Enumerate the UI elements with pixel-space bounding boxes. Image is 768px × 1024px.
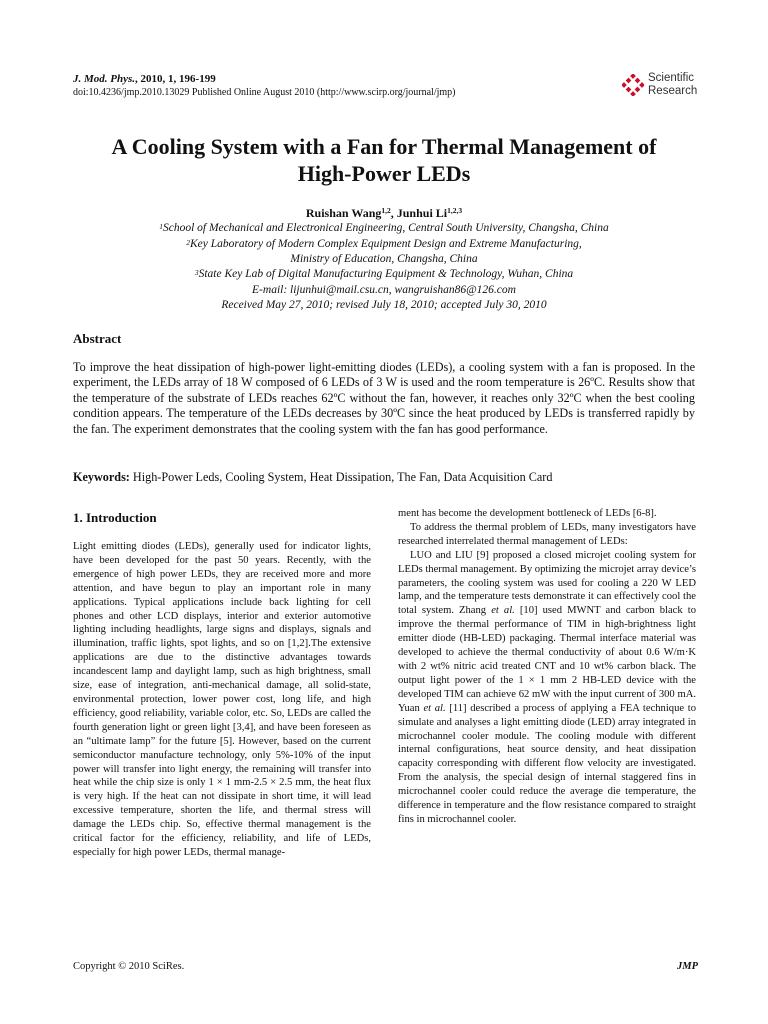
abstract-text: To improve the heat dissipation of high-power light-emitting diodes (LEDs), a cooling system with a fan is proposed. In the experiment, the LEDs array of 18 W composed of 6 LEDs of 3 W is used and the room temperature is 26ºC. Results show that the temperature of the substrate of LEDs reaches 62ºC without the fan, however, it reaches only 32ºC when the best cooling condition appears. The temperature of the LEDs decreases by 30ºC since the heat produced by LEDs is transferred rapidly by the fan. The experiment demonstrates that the cooling system with the fan has good performance. (73, 360, 695, 436)
affiliation-3 (60, 267, 708, 282)
affiliation-2 (60, 237, 708, 252)
intro-paragraph-3 (398, 549, 696, 827)
journal-volume: , 2010, 1, 196-199 (135, 73, 216, 85)
left-column (73, 540, 371, 860)
intro-paragraph-1: Light emitting diodes (LEDs), generally used for indicator lights, have been developed for the past 50 years. Recently, with the emergence of high power LEDs, they are received more and more attention, and have begun to play an important role in many applications. Typical applications include back lighting for cell phones and other LCD displays, interior and exterior automotive lighting including headlights, large signs and displays, signals and illumination, traffic lights, spot lights, and so on [1,2].The extensive applications are due to the distinctive advantages towards incandescent lamp and daylight lamp, such as high brightness, small size, ease of integration, anti-mechanical damage, all solid-state, environmental protection, lower power cost, long life, and high efficiency, good reliability, variable color, etc. So, LEDs are called the fourth generation light or green light [3,4], and have been foreseen as an “ultimate lamp” for the future [5]. However, based on the current semiconductor manufacture technology, only 5%-10% of the input power will transfer into light energy, the remaining will transfer into heat while the chip size is only 1 × 1 mm-2.5 × 2.5 mm, the heat flux is very high. If the heat can not dissipate in short time, it will lead excessive temperature, shorten the life, and thermal stress will damage the LEDs chip. So, effective thermal management is the critical factor for the efficiency, reliability, and life of LEDs, especially for high power LEDs, thermal manage- (73, 541, 371, 858)
received-dates: Received May 27, 2010; revised July 18, 2010; accepted July 30, 2010 (221, 299, 547, 311)
email-line: E-mail: lijunhui@mail.csu.cn, wangruishan86@126.com (252, 284, 516, 296)
aff3-text: State Key Lab of Digital Manufacturing Equipment & Technology, Wuhan, China (198, 268, 574, 280)
author-list (60, 206, 708, 220)
intro-paragraph-2: To address the thermal problem of LEDs, many investigators have researched interrelated thermal management of LEDs: (398, 521, 696, 547)
publisher-name (648, 72, 697, 98)
aff2-marker: 2 (186, 238, 190, 247)
p3-part-c: [11] described a process of applying a FEA technique to simulate and analyses a light emitting diode (LED) array integrated in microchannel cooler module. The cooling module with different internal configurations, heat source density, and heat dissipation capacity corresponding with different flow velocity are investigated. From the analysis, the special design of internal staggered fins in microchannel cooler could reduce the average die temperature, the difference in temperature and the flow resistance compared to straight fins in microchannel cooler. (398, 702, 696, 825)
p3-etal-1: et al. (491, 605, 515, 617)
section-heading-introduction: 1. Introduction (73, 510, 157, 525)
p3-part-a: LUO and LIU [9] proposed a closed microjet cooling system for LEDs thermal management. By optimizing the microjet array device’s parameters, the cooling system was used for cooling a 220 W LED lamp, and the temperature tests demonstrate it can effectively cool the total system. Zhang (398, 549, 697, 617)
aff2-text: Key Laboratory of Modern Complex Equipment Design and Extreme Manufacturing, (189, 238, 582, 250)
affiliation-2-cont: Ministry of Education, Changsha, China (290, 253, 478, 265)
p3-etal-2: et al. (423, 702, 446, 714)
publisher-logo (622, 72, 702, 100)
author-1-affiliation: 1,2 (381, 206, 391, 215)
copyright-notice: Copyright © 2010 SciRes. (73, 961, 185, 972)
journal-name: J. Mod. Phys. (73, 73, 136, 85)
scientific-research-logo-icon (622, 74, 644, 96)
keywords-label: Keywords: (73, 470, 130, 484)
right-column (398, 507, 696, 827)
publisher-line2: Research (648, 85, 698, 97)
author-2: Junhui Li (396, 206, 448, 220)
title-line2: High-Power LEDs (297, 161, 471, 186)
title-line1: A Cooling System with a Fan for Thermal Management of (111, 134, 657, 159)
p3-part-b: [10] used MWNT and carbon black to improve the thermal performance of TIM in high-brightness light emitter diode (HB-LED) packaging. Thermal interface material was developed to achieve the thermal conductivity of about 0.6 W/m·K with 2 wt% nitric acid treated CNT and 10 wt% carbon black. The output light power of the 1 × 1 mm 2 HB-LED device with the developed TIM can achieve 62 mW with the input current of 300 mA. Yuan (398, 605, 696, 714)
keywords-text: High-Power Leds, Cooling System, Heat Dissipation, The Fan, Data Acquisition Card (129, 470, 553, 484)
abstract-heading: Abstract (73, 331, 122, 346)
keywords (73, 470, 695, 485)
journal-abbreviation: JMP (677, 961, 698, 972)
publisher-line1: Scientific (648, 72, 695, 84)
intro-paragraph-1-cont: ment has become the development bottleneck of LEDs [6-8]. (398, 508, 657, 519)
journal-citation (73, 73, 216, 86)
author-2-affiliation: 1,2,3 (447, 206, 463, 215)
author-separator: , (390, 206, 397, 220)
paper-title (60, 133, 708, 187)
author-1: Ruishan Wang (305, 206, 382, 220)
doi-line: doi:10.4236/jmp.2010.13029 Published Online August 2010 (http://www.scirp.org/journal/jmp) (73, 87, 456, 98)
aff1-marker: 1 (159, 222, 163, 231)
aff3-marker: 3 (194, 268, 199, 277)
aff1-text: School of Mechanical and Electronical Engineering, Central South University, Changsha, China (162, 222, 609, 234)
affiliation-1 (60, 221, 708, 236)
